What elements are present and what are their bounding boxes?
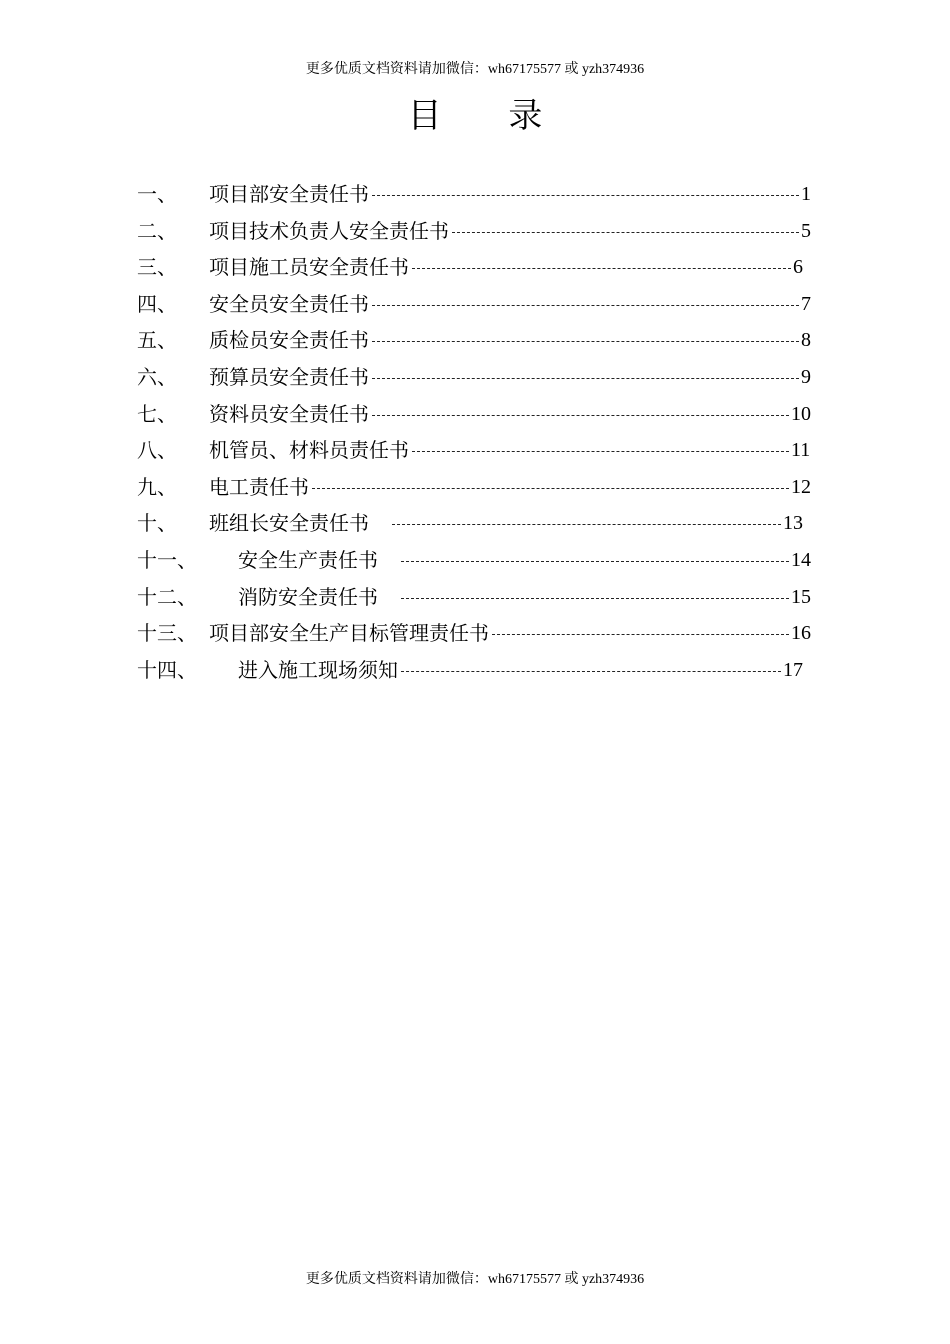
toc-entry-number: 六、 <box>137 364 177 389</box>
toc-dash-leader <box>312 488 789 489</box>
toc-entry-page-number: 13 <box>783 512 803 535</box>
toc-entry[interactable] <box>137 615 817 652</box>
toc-dash-leader <box>372 415 789 416</box>
page-title: 目 录 <box>407 96 571 136</box>
toc-entry-number: 十四、 <box>137 657 197 682</box>
toc-entry[interactable] <box>137 213 817 250</box>
toc-entry-page-number: 8 <box>801 329 811 352</box>
toc-dash-leader <box>412 451 789 452</box>
toc-entry-title: 班组长安全责任书 <box>209 505 370 542</box>
toc-dash-leader <box>452 232 799 233</box>
toc-entry-number: 十二、 <box>137 584 197 609</box>
toc-entry-page-number: 16 <box>791 622 811 645</box>
toc-dash-leader <box>372 341 799 342</box>
toc-entry[interactable] <box>137 322 817 359</box>
toc-entry[interactable] <box>137 579 817 616</box>
toc-entry[interactable] <box>137 469 817 506</box>
toc-entry-page-number: 7 <box>801 292 811 315</box>
toc-entry-number: 三、 <box>137 255 177 280</box>
footer-contact-note: 更多优质文档资料请加微信：wh67175577 或 yzh374936 <box>305 1272 645 1287</box>
toc-entry-number: 五、 <box>137 328 177 353</box>
header-contact-note: 更多优质文档资料请加微信：wh67175577 或 yzh374936 <box>305 62 645 77</box>
toc-entry-page-number: 9 <box>801 365 811 388</box>
toc-entry-page-number: 1 <box>801 183 811 205</box>
toc-entry-number: 十一、 <box>137 547 197 572</box>
toc-dash-leader <box>372 378 799 379</box>
toc-dash-leader <box>372 195 799 196</box>
toc-entry-number: 一、 <box>137 182 177 206</box>
toc-entry-number: 四、 <box>137 291 177 316</box>
toc-entry-number: 七、 <box>137 401 177 426</box>
toc-entry-title: 安全员安全责任书 <box>209 286 370 323</box>
toc-entry-title: 消防安全责任书 <box>238 579 379 616</box>
toc-entry-title: 质检员安全责任书 <box>209 322 370 359</box>
toc-entry[interactable] <box>137 432 817 469</box>
toc-entry[interactable] <box>137 542 817 579</box>
toc-entry-page-number: 12 <box>791 475 811 498</box>
toc-dash-leader <box>401 671 781 672</box>
toc-entry-title: 项目施工员安全责任书 <box>209 249 410 286</box>
toc-entry-title: 安全生产责任书 <box>238 542 379 579</box>
toc-dash-leader <box>392 524 781 525</box>
toc-entry-page-number: 11 <box>791 439 811 462</box>
toc-entry-title: 进入施工现场须知 <box>238 652 399 689</box>
toc-dash-leader <box>492 634 789 635</box>
toc-entry-number: 十、 <box>137 511 177 536</box>
toc-entry-title: 项目技术负责人安全责任书 <box>209 213 450 250</box>
toc-entry-page-number: 15 <box>791 585 811 608</box>
toc-entry-title: 资料员安全责任书 <box>209 396 370 433</box>
toc-dash-leader <box>372 305 799 306</box>
toc-entry-page-number: 5 <box>801 219 811 242</box>
toc-entry-number: 二、 <box>137 218 177 243</box>
toc-entry[interactable] <box>137 176 817 213</box>
toc-entry-number: 八、 <box>137 438 177 463</box>
toc-entry-title: 电工责任书 <box>209 469 310 506</box>
table-of-contents <box>137 176 817 688</box>
toc-entry[interactable] <box>137 652 817 689</box>
toc-entry-title: 项目部安全生产目标管理责任书 <box>209 615 490 652</box>
toc-entry[interactable] <box>137 249 817 286</box>
toc-entry[interactable] <box>137 286 817 323</box>
toc-dash-leader <box>401 598 789 599</box>
toc-dash-leader <box>412 268 791 269</box>
toc-entry-number: 九、 <box>137 474 177 499</box>
toc-entry-page-number: 6 <box>793 256 803 279</box>
toc-entry[interactable] <box>137 359 817 396</box>
toc-entry-title: 项目部安全责任书 <box>209 176 370 213</box>
toc-entry[interactable] <box>137 505 817 542</box>
toc-entry-number: 十三、 <box>137 621 197 646</box>
toc-dash-leader <box>401 561 789 562</box>
toc-entry-title: 预算员安全责任书 <box>209 359 370 396</box>
toc-entry[interactable] <box>137 396 817 433</box>
toc-entry-page-number: 14 <box>791 548 811 571</box>
toc-entry-title: 机管员、材料员责任书 <box>209 432 410 469</box>
toc-entry-page-number: 10 <box>791 402 811 425</box>
toc-entry-page-number: 17 <box>783 658 803 681</box>
